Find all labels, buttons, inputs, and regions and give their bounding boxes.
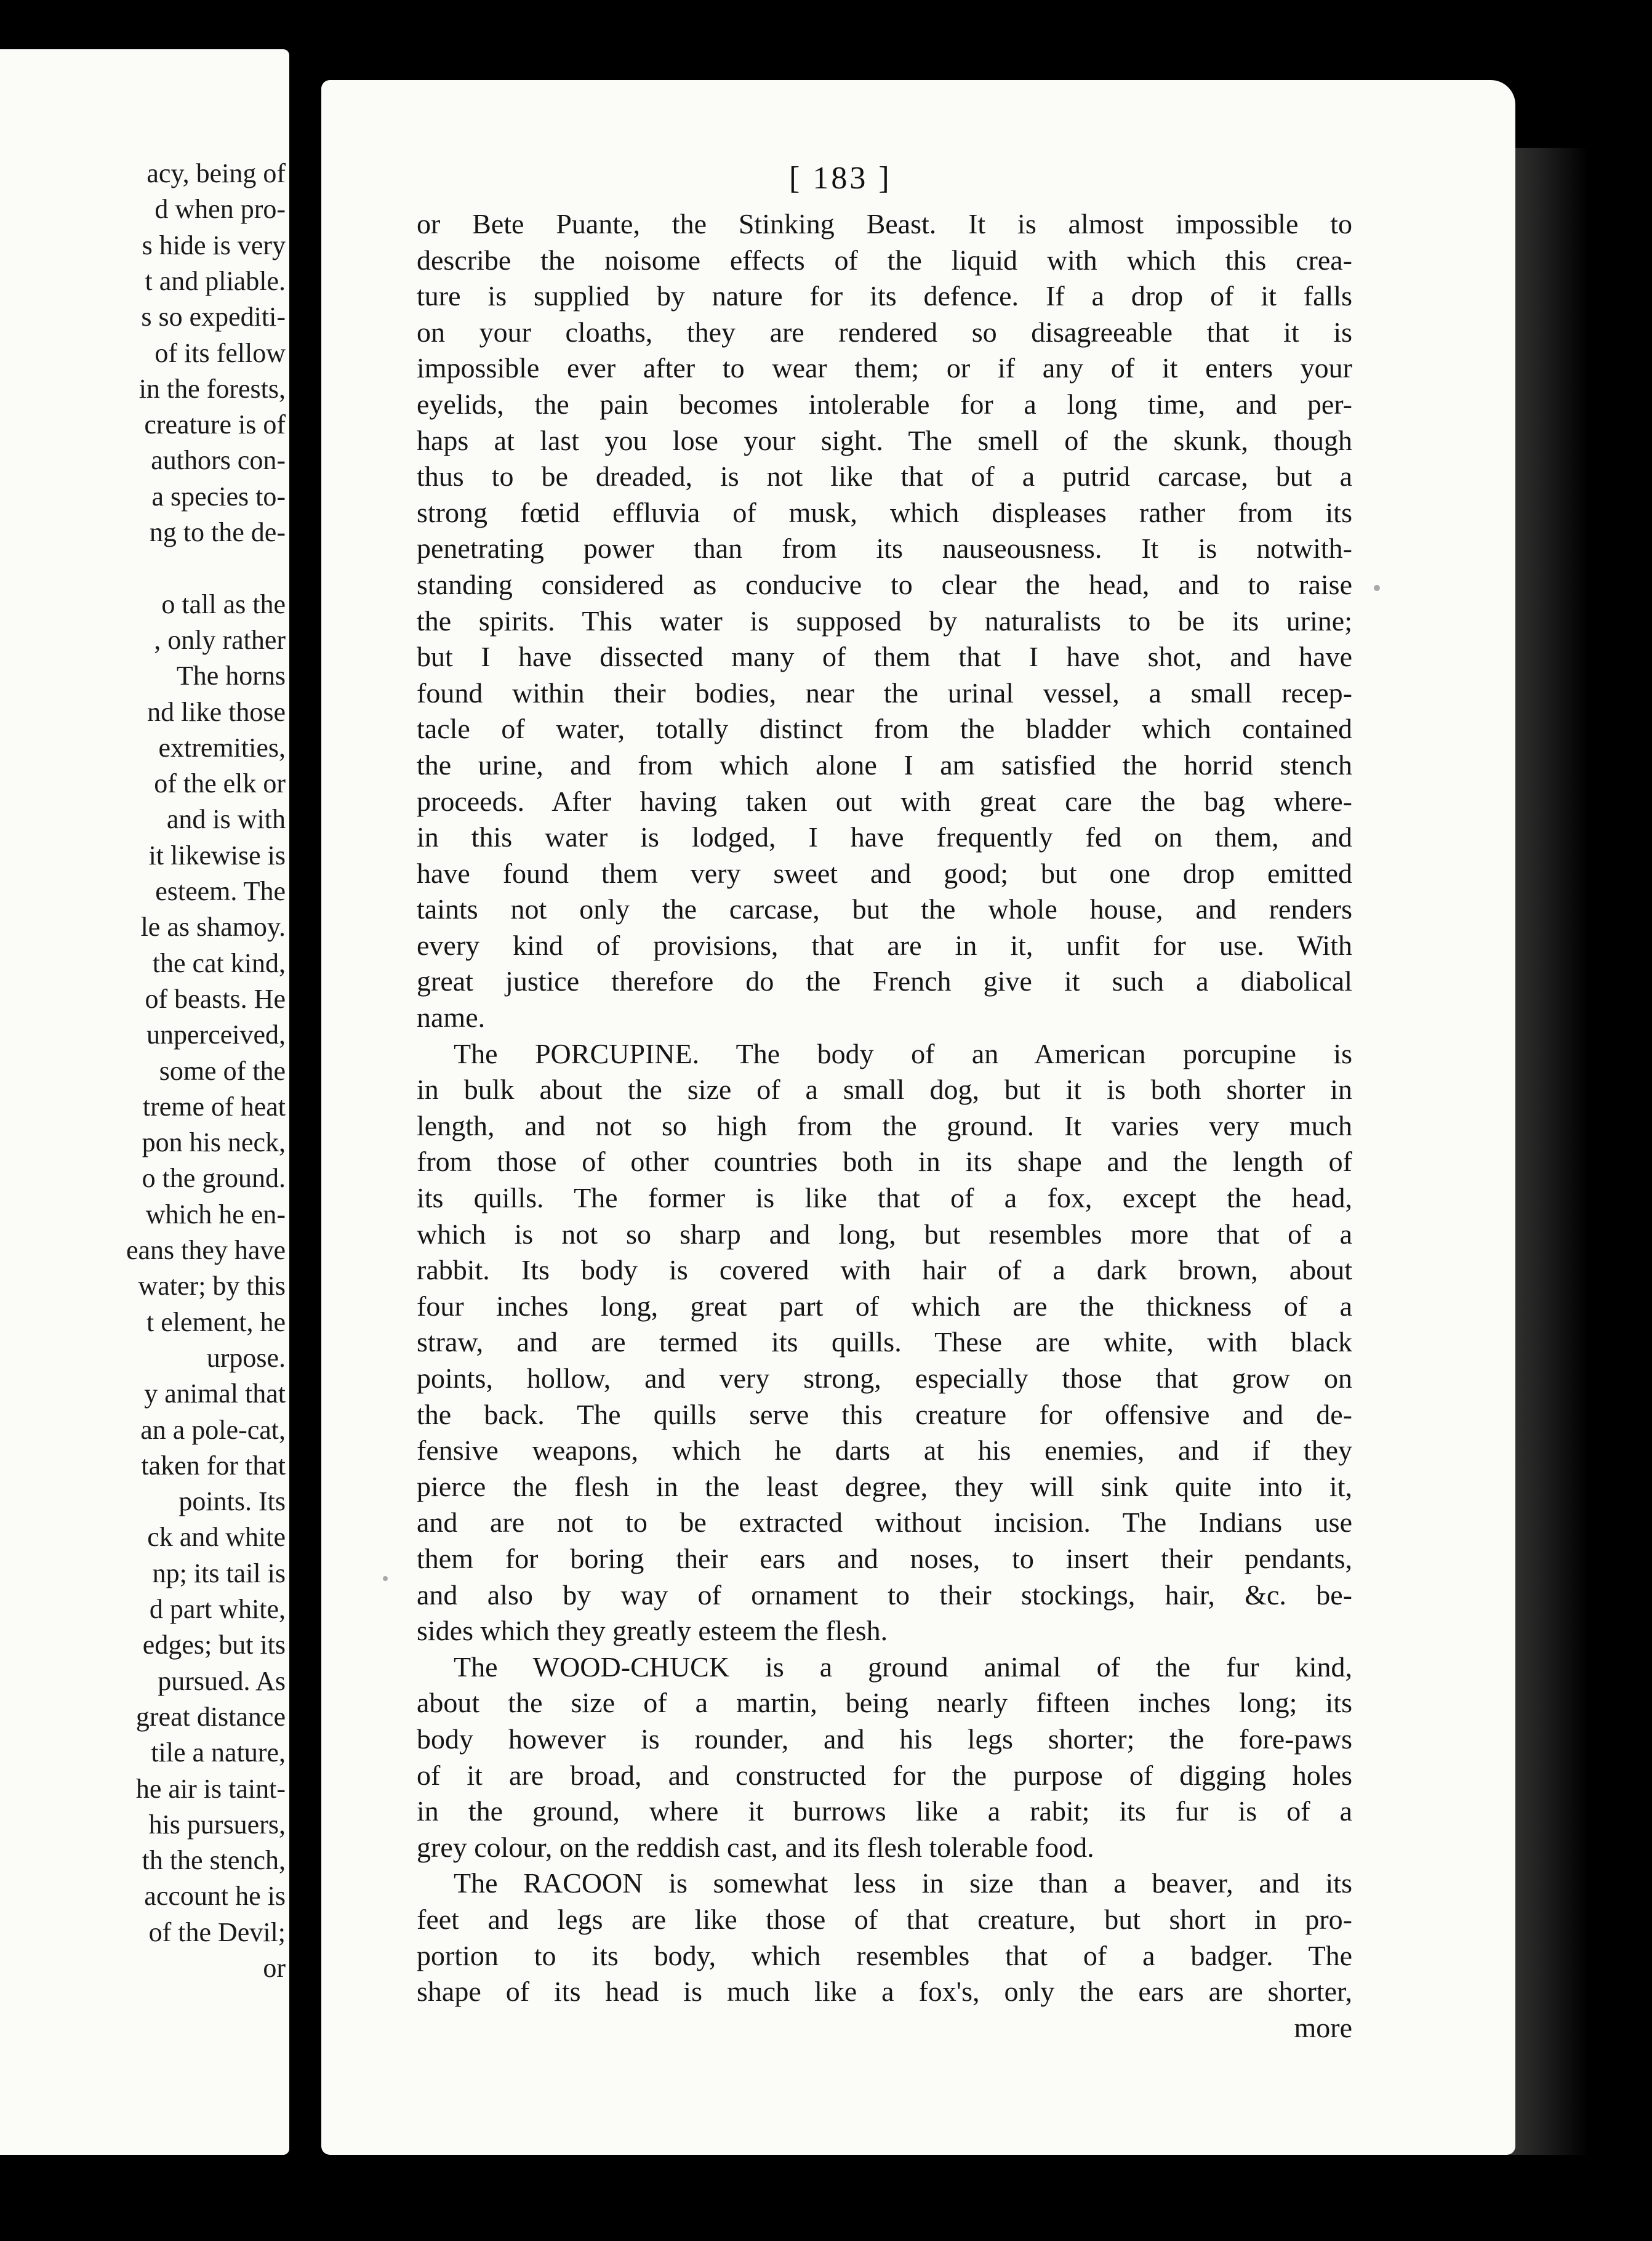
text-line: body however is rounder, and his legs shorter; the fore-paws (417, 1723, 1352, 1755)
text-line: The WOOD-CHUCK is a ground animal of the fur kind, (454, 1651, 1352, 1683)
left-page-line: his pursuers, (148, 1809, 286, 1840)
left-page-line: unperceived, (146, 1020, 286, 1050)
text-line: sides which they greatly esteem the flesh. (417, 1615, 888, 1647)
text-line: describe the noisome effects of the liquid with which this crea- (417, 244, 1352, 276)
text-line: from those of other countries both in its shape and the length of (417, 1146, 1352, 1178)
left-page-line: th the stench, (142, 1845, 286, 1876)
text-line: have found them very sweet and good; but one drop emitted (417, 857, 1352, 889)
left-page-line: ck and white (147, 1522, 286, 1553)
text-line: tacle of water, totally distinct from the bladder which contained (417, 713, 1352, 745)
catchword: more (1294, 2011, 1352, 2043)
left-page-fragment (0, 49, 289, 2155)
left-page-line: s so expediti- (141, 302, 286, 332)
text-line: in the ground, where it burrows like a rabit; its fur is of a (417, 1795, 1352, 1827)
left-page-line: great distance (135, 1701, 286, 1732)
left-page-line: or (263, 1953, 286, 1983)
left-page-line: in the forests, (138, 373, 286, 404)
left-page-line: o tall as the (161, 589, 286, 619)
left-page-line: edges; but its (142, 1630, 286, 1660)
text-line: in this water is lodged, I have frequently fed on them, and (417, 821, 1352, 853)
page-number: [ 183 ] (789, 161, 892, 196)
text-line: straw, and are termed its quills. These are white, with black (417, 1326, 1352, 1358)
text-line: eyelids, the pain becomes intolerable for a long time, and per- (417, 388, 1352, 420)
left-page-line: acy, being of (146, 158, 286, 188)
left-page-line: np; its tail is (152, 1558, 286, 1588)
text-line: name. (417, 1002, 486, 1034)
text-line: haps at last you lose your sight. The smell of the skunk, though (417, 424, 1352, 456)
text-line: its quills. The former is like that of a fox, except the head, (417, 1182, 1352, 1214)
left-page-line: some of the (159, 1055, 286, 1086)
ink-spot (1374, 585, 1380, 591)
left-page-line: an a pole-cat, (140, 1414, 286, 1445)
text-line: standing considered as conducive to clear the head, and to raise (417, 568, 1352, 600)
left-page-line: water; by this (138, 1271, 286, 1302)
left-page-line: authors con- (151, 445, 286, 476)
left-page-line: o the ground. (142, 1163, 286, 1194)
left-page-line: ng to the de- (149, 517, 286, 547)
text-line: on your cloaths, they are rendered so disagreeable that it is (417, 316, 1352, 348)
left-page-line: the cat kind, (152, 947, 286, 978)
text-line: The PORCUPINE. The body of an American porcupine is (454, 1037, 1352, 1069)
text-line: in bulk about the size of a small dog, but it is both shorter in (417, 1074, 1352, 1106)
text-line: them for boring their ears and noses, to insert their pendants, (417, 1542, 1352, 1574)
left-page-line: esteem. The (155, 876, 286, 906)
text-line: of it are broad, and constructed for the purpose of digging holes (417, 1759, 1352, 1791)
text-line: grey colour, on the reddish cast, and its flesh tolerable food. (417, 1831, 1094, 1863)
left-page-line: nd like those (147, 696, 286, 727)
text-line: proceeds. After having taken out with great care the bag where- (417, 785, 1352, 817)
text-line: found within their bodies, near the urinal vessel, a small recep- (417, 677, 1352, 709)
left-page-line: t element, he (146, 1306, 286, 1337)
text-line: feet and legs are like those of that creature, but short in pro- (417, 1903, 1352, 1935)
text-line: The RACOON is somewhat less in size than a beaver, and its (454, 1867, 1352, 1899)
left-page-line: it likewise is (148, 840, 286, 871)
left-page-line: creature is of (144, 409, 286, 440)
text-line: which is not so sharp and long, but resembles more that of a (417, 1218, 1352, 1250)
text-line: but I have dissected many of them that I have shot, and have (417, 641, 1352, 673)
ink-spot (383, 1576, 388, 1581)
text-line: portion to its body, which resembles that of a badger. The (417, 1939, 1352, 1971)
text-line: four inches long, great part of which are the thickness of a (417, 1290, 1352, 1322)
right-page (321, 80, 1515, 2155)
left-page-line: urpose. (206, 1342, 286, 1373)
left-page-line: pon his neck, (142, 1127, 286, 1158)
left-page-line: treme of heat (142, 1091, 286, 1122)
left-page-line: y animal that (144, 1378, 286, 1409)
left-page-line: pursued. As (158, 1665, 286, 1696)
left-page-line: eans they have (126, 1235, 286, 1265)
text-line: the spirits. This water is supposed by naturalists to be its urine; (417, 605, 1352, 637)
left-page-line: of the Devil; (148, 1917, 286, 1947)
text-line: penetrating power than from its nauseousness. It is notwith- (417, 533, 1352, 565)
left-page-line: t and pliable. (145, 265, 286, 296)
text-line: great justice therefore do the French give it such a diabolical (417, 965, 1352, 997)
left-page-line: account he is (144, 1881, 286, 1912)
text-line: every kind of provisions, that are in it, unfit for use. With (417, 929, 1352, 961)
left-page-line: , only rather (154, 624, 286, 655)
left-page-line: extremities, (158, 732, 286, 763)
left-page-line: taken for that (141, 1450, 286, 1481)
text-line: and also by way of ornament to their stockings, hair, &c. be- (417, 1579, 1352, 1611)
left-page-line: and is with (166, 804, 286, 835)
left-page-line: a species to- (151, 481, 286, 512)
text-line: and are not to be extracted without incision. The Indians use (417, 1507, 1352, 1539)
text-line: or Bete Puante, the Stinking Beast. It is almost impossible to (417, 208, 1352, 239)
left-page-line: le as shamoy. (140, 912, 286, 943)
text-line: impossible ever after to wear them; or if any of it enters your (417, 352, 1352, 384)
book-gutter (291, 43, 321, 2161)
text-line: thus to be dreaded, is not like that of a putrid carcase, but a (417, 461, 1352, 493)
left-page-line: of the elk or (154, 768, 286, 799)
left-page-line: he air is taint- (135, 1773, 286, 1804)
left-page-line: s hide is very (142, 230, 286, 260)
left-page-line: of its fellow (154, 337, 286, 368)
text-line: taints not only the carcase, but the whole house, and renders (417, 893, 1352, 925)
text-line: ture is supplied by nature for its defence. If a drop of it falls (417, 280, 1352, 312)
left-page-line: d part white, (149, 1594, 286, 1624)
body-text (417, 206, 1352, 2046)
text-line: about the size of a martin, being nearly fifteen inches long; its (417, 1687, 1352, 1719)
left-page-line: points. Its (178, 1486, 286, 1517)
text-line: strong fœtid effluvia of musk, which displeases rather from its (417, 496, 1352, 528)
left-page-line: of beasts. He (145, 983, 286, 1014)
text-line: points, hollow, and very strong, especially those that grow on (417, 1362, 1352, 1394)
text-line: length, and not so high from the ground. It varies very much (417, 1109, 1352, 1141)
left-page-line: The horns (176, 661, 286, 691)
text-line: pierce the flesh in the least degree, they will sink quite into it, (417, 1470, 1352, 1502)
left-page-line: d when pro- (154, 194, 286, 225)
text-line: fensive weapons, which he darts at his enemies, and if they (417, 1434, 1352, 1467)
text-line: the urine, and from which alone I am satisfied the horrid stench (417, 749, 1352, 781)
text-line: the back. The quills serve this creature for offensive and de- (417, 1398, 1352, 1430)
text-line: rabbit. Its body is covered with hair of a dark brown, about (417, 1254, 1352, 1286)
left-page-line: which he en- (145, 1199, 286, 1229)
left-page-line: tile a nature, (151, 1737, 286, 1768)
text-line: shape of its head is much like a fox's, only the ears are shorter, (417, 1976, 1352, 2008)
